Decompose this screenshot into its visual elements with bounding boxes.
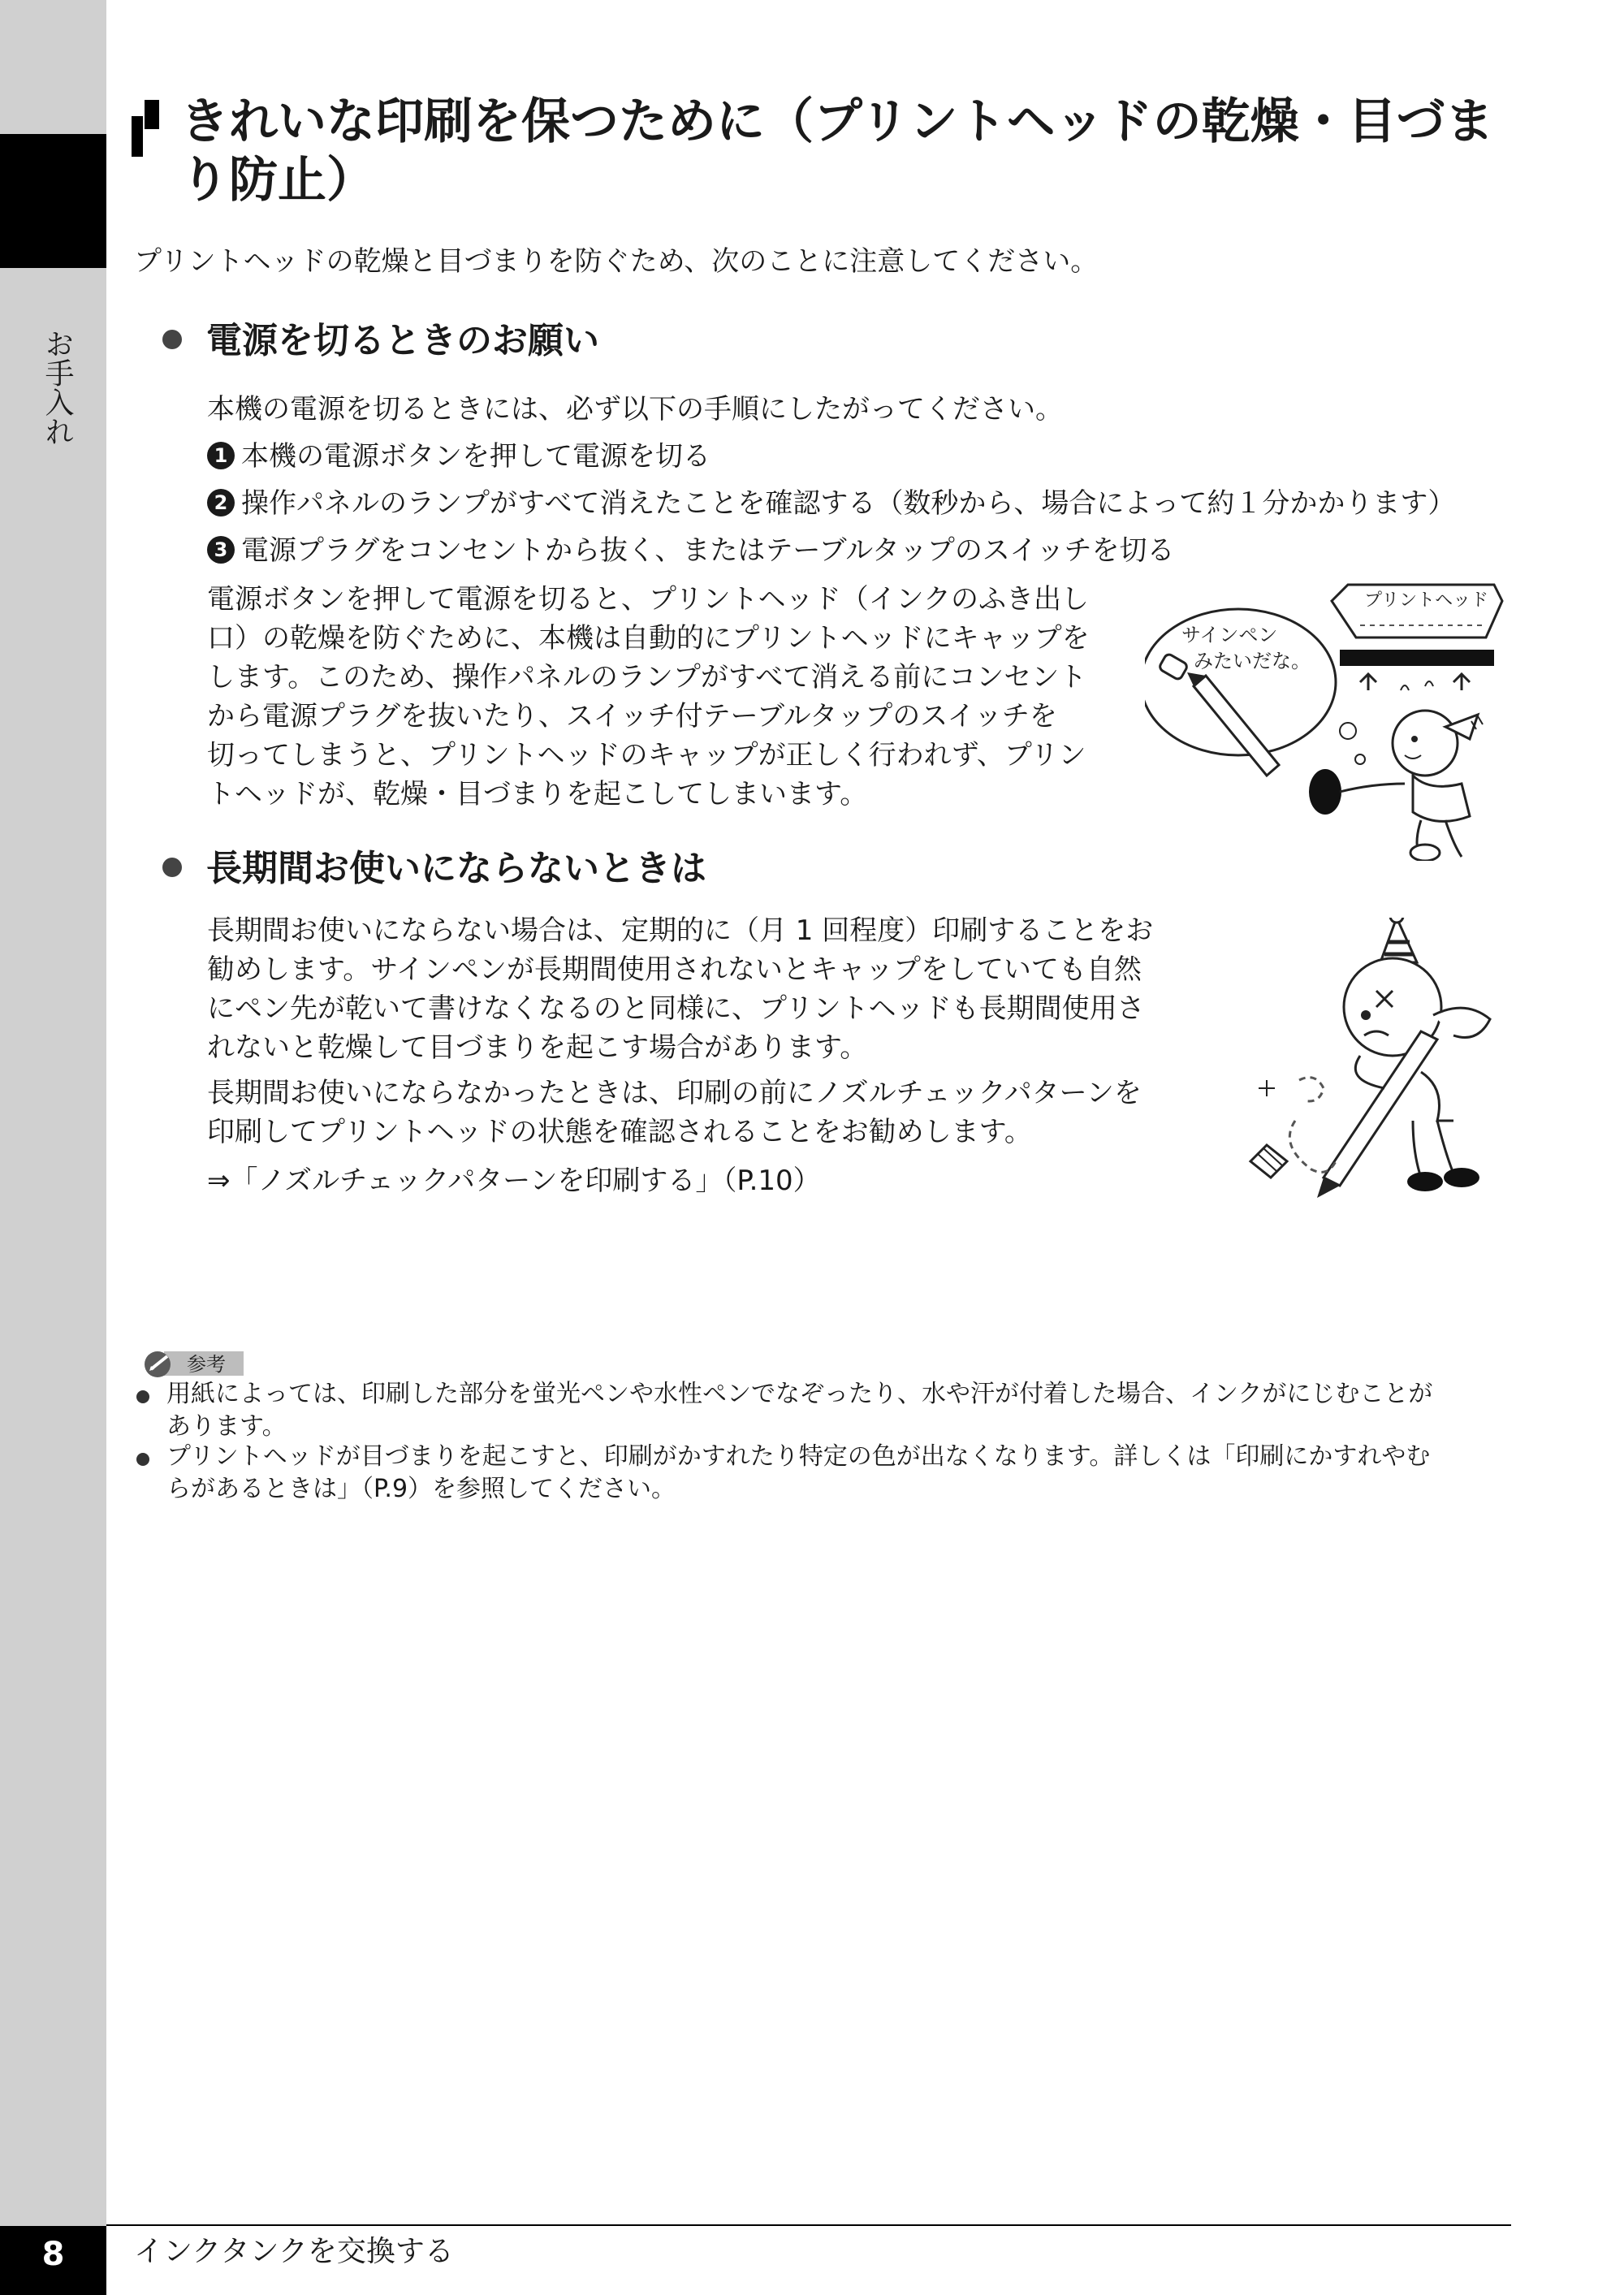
intro-text: プリントヘッドの乾燥と目づまりを防ぐため、次のことに注意してください。	[134, 245, 1099, 278]
footer-rule	[106, 2224, 1511, 2226]
step-3: 3 電源プラグをコンセントから抜く、またはテーブルタップのスイッチを切る	[207, 531, 1175, 570]
chapter-side-label: お手入れ	[41, 329, 74, 446]
footer-chapter-title: インクタンクを交換する	[134, 2235, 454, 2268]
step-number-icon: 2	[207, 489, 235, 516]
section1-lead: 本機の電源を切るときには、必ず以下の手順にしたがってください。	[207, 393, 1063, 426]
pen-character-illustration	[1218, 918, 1510, 1202]
memo-badge	[140, 1345, 245, 1381]
page-title: きれいな印刷を保つために（プリントヘッドの乾燥・目づまり防止）	[180, 93, 1494, 209]
printhead-label: プリントヘッド	[1364, 590, 1489, 611]
section1-body: 電源ボタンを押して電源を切ると、プリントヘッド（インクのふき出し 口）の乾燥を防ぐために、本機は自動的にプリントヘッドにキャップを します。このため、操作パネルのランプがすべて消える前にコンセント から電源プラグを抜いたり、スイッチ付テーブルタップのスイッチを 切ってしまうと、プリントヘッドのキャップが正しく行われず、プリン トヘッドが、乾燥・目づまりを起こしてしまいます。	[207, 583, 1090, 810]
chapter-tab	[0, 134, 106, 268]
section2-heading: 長期間お使いにならないときは	[162, 846, 706, 892]
bubble-text-2: みたいだな。	[1194, 650, 1311, 672]
memo-item-2: プリントヘッドが目づまりを起こすと、印刷がかすれたり特定の色が出なくなります。詳しくは「印刷にかすれやむ らがあるときは」（P.9）を参照してください。	[166, 1442, 1431, 1503]
page-number: 8	[0, 2226, 106, 2295]
step-1: 1 本機の電源ボタンを押して電源を切る	[207, 437, 710, 476]
section2-para2: 長期間お使いにならなかったときは、印刷の前にノズルチェックパターンを 印刷してプリントヘッドの状態を確認されることをお勧めします。	[207, 1077, 1142, 1148]
bubble-text-1: サインペン	[1181, 624, 1278, 646]
title-mark-icon	[132, 100, 156, 157]
step-number-icon: 1	[207, 442, 235, 469]
nozzle-check-reference-link[interactable]: ⇒「ノズルチェックパターンを印刷する」（P.10）	[207, 1165, 821, 1197]
bullet-icon	[162, 330, 182, 349]
memo-item-1: 用紙によっては、印刷した部分を蛍光ペンや水性ペンでなぞったり、水や汗が付着した場合、インクがにじむことが あります。	[166, 1380, 1433, 1441]
step-number-icon: 3	[207, 536, 235, 564]
memo-bullet-icon	[136, 1390, 149, 1403]
section2-para1: 長期間お使いにならない場合は、定期的に（月 1 回程度）印刷することをお 勧めします。サインペンが長期間使用されないとキャップをしていても自然 にペン先が乾いて書けなくなるのと同様に、プリントヘッドも長期間使用さ れないと乾燥して目づまりを起こす場合があります。	[207, 914, 1154, 1064]
memo-bullet-icon	[136, 1453, 149, 1466]
memo-badge-label: 参考	[187, 1353, 226, 1376]
printhead-cap-illustration	[1145, 577, 1510, 861]
bullet-icon	[162, 858, 182, 877]
section1-heading: 電源を切るときのお願い	[162, 318, 599, 364]
step-2: 2 操作パネルのランプがすべて消えたことを確認する（数秒から、場合によって約１分かかります）	[207, 484, 1455, 523]
